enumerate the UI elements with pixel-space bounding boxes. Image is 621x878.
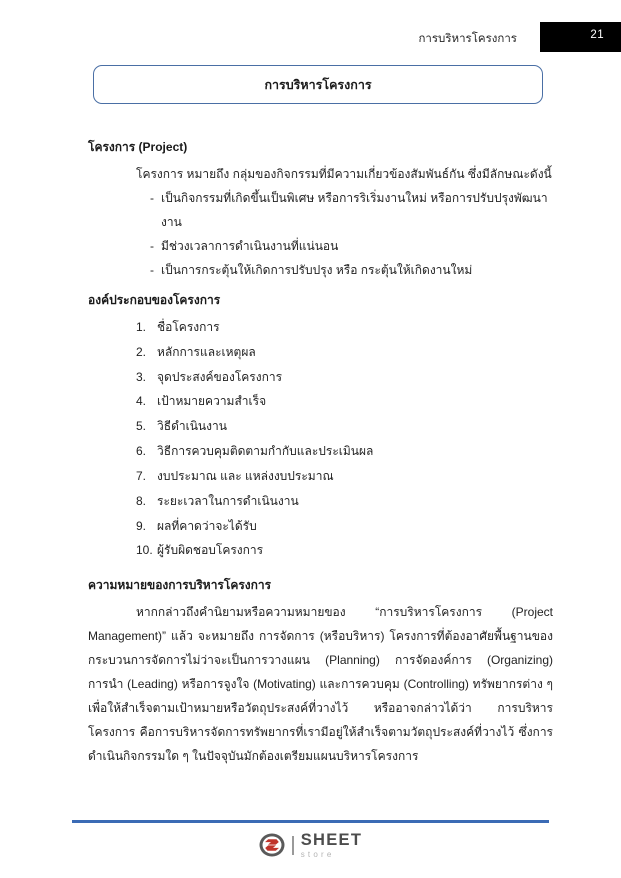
list-item-label: ระยะเวลาในการดำเนินงาน xyxy=(157,493,299,508)
dash-marker: - xyxy=(150,239,154,253)
list-item xyxy=(136,315,553,340)
dash-marker: - xyxy=(150,263,154,277)
list-item-number: 6. xyxy=(136,444,147,459)
list-item xyxy=(150,234,553,258)
list-item-label: เป็นกิจกรรมที่เกิดขึ้นเป็นพิเศษ หรือการริเริ่มงานใหม่ หรือการปรับปรุงพัฒนางาน xyxy=(161,191,548,229)
list-item-label: งบประมาณ และ แหล่งงบประมาณ xyxy=(157,468,334,483)
list-item-number: 4. xyxy=(136,394,147,409)
list-item-label: เป็นการกระตุ้นให้เกิดการปรับปรุง หรือ กระตุ้นให้เกิดงานใหม่ xyxy=(161,263,473,277)
header-title: การบริหารโครงการ xyxy=(418,33,517,45)
document-title: การบริหารโครงการ xyxy=(264,77,372,92)
list-item-number: 5. xyxy=(136,419,147,434)
logo-wordmark xyxy=(301,832,363,859)
list-item xyxy=(136,414,553,439)
sheet-store-logo-icon xyxy=(259,833,285,857)
list-item-number: 1. xyxy=(136,320,147,334)
list-item-label: ผู้รับผิดชอบโครงการ xyxy=(157,543,264,558)
logo-brand-text: SHEET xyxy=(300,831,363,849)
list-item xyxy=(150,258,553,282)
list-item-label: มีช่วงเวลาการดำเนินงานที่แน่นอน xyxy=(161,239,339,253)
footer-logo xyxy=(0,832,621,859)
list-item xyxy=(136,340,553,365)
footer-divider-rule xyxy=(72,820,549,823)
logo-divider xyxy=(292,836,294,855)
section-heading-project: โครงการ (Project) xyxy=(88,140,188,154)
list-item-label: วิธีดำเนินงาน xyxy=(157,419,227,434)
page-number-box xyxy=(540,22,621,52)
list-item xyxy=(150,186,553,234)
list-item-number: 3. xyxy=(136,369,147,384)
section-heading-components: องค์ประกอบของโครงการ xyxy=(88,293,221,307)
list-item-label: จุดประสงค์ของโครงการ xyxy=(157,369,283,384)
list-item-number: 8. xyxy=(136,493,147,508)
page-footer xyxy=(0,808,621,878)
logo-tagline-text: store xyxy=(300,849,335,859)
list-item xyxy=(136,514,553,539)
list-item-number: 7. xyxy=(136,468,147,483)
document-content xyxy=(88,138,553,768)
document-title-box xyxy=(93,65,543,104)
list-item-label: ผลที่คาดว่าจะได้รับ xyxy=(157,518,257,533)
list-item xyxy=(136,439,553,464)
page-number: 21 xyxy=(590,29,604,41)
list-item-label: เป้าหมายความสำเร็จ xyxy=(157,394,267,409)
list-item-label: วิธีการควบคุมติดตามกำกับและประเมินผล xyxy=(157,444,374,459)
project-characteristics-list xyxy=(88,186,553,282)
list-item-number: 9. xyxy=(136,518,147,533)
list-item xyxy=(136,538,553,563)
list-item-number: 10. xyxy=(136,543,153,558)
list-item xyxy=(136,464,553,489)
dash-marker: - xyxy=(150,191,154,205)
section-heading-meaning: ความหมายของการบริหารโครงการ xyxy=(88,578,272,593)
list-item xyxy=(136,489,553,514)
list-item-label: ชื่อโครงการ xyxy=(157,320,220,334)
page-header xyxy=(0,0,621,52)
list-item-number: 2. xyxy=(136,344,147,359)
list-item xyxy=(136,365,553,390)
list-item-label: หลักการและเหตุผล xyxy=(157,344,256,359)
meaning-paragraph: หากกล่าวถึงคำนิยามหรือความหมายของ “การบริหารโครงการ (Project Management)” แล้ว จะหมายถึง การจัดการ (หรือบริหาร) โครงการที่ต้องอาศัยพื้นฐานของกระบวนการจัดการไม่ว่าจะเป็นการวางแผน (Planning) การจัดองค์การ (Organizing) การนำ (Leading) หรือการจูงใจ (Motivating) และการควบคุม (Controlling) ทรัพยากรต่าง ๆ เพื่อให้สำเร็จตามเป้าหมายหรือวัตถุประสงค์ที่วางไว้ หรืออาจกล่าวได้ว่า การบริหารโครงการ คือการบริหารจัดการทรัพยากรที่เรามีอยู่ให้สำเร็จตามวัตถุประสงค์ที่วางไว้ ซึ่งการดำเนินกิจกรรมใด ๆ ในปัจจุบันมักต้องเตรียมแผนบริหารโครงการ xyxy=(88,605,553,764)
list-item xyxy=(136,389,553,414)
project-intro-paragraph: โครงการ หมายถึง กลุ่มของกิจกรรมที่มีความเกี่ยวข้องสัมพันธ์กัน ซึ่งมีลักษณะดังนี้ xyxy=(136,167,552,181)
project-components-list xyxy=(88,315,553,563)
